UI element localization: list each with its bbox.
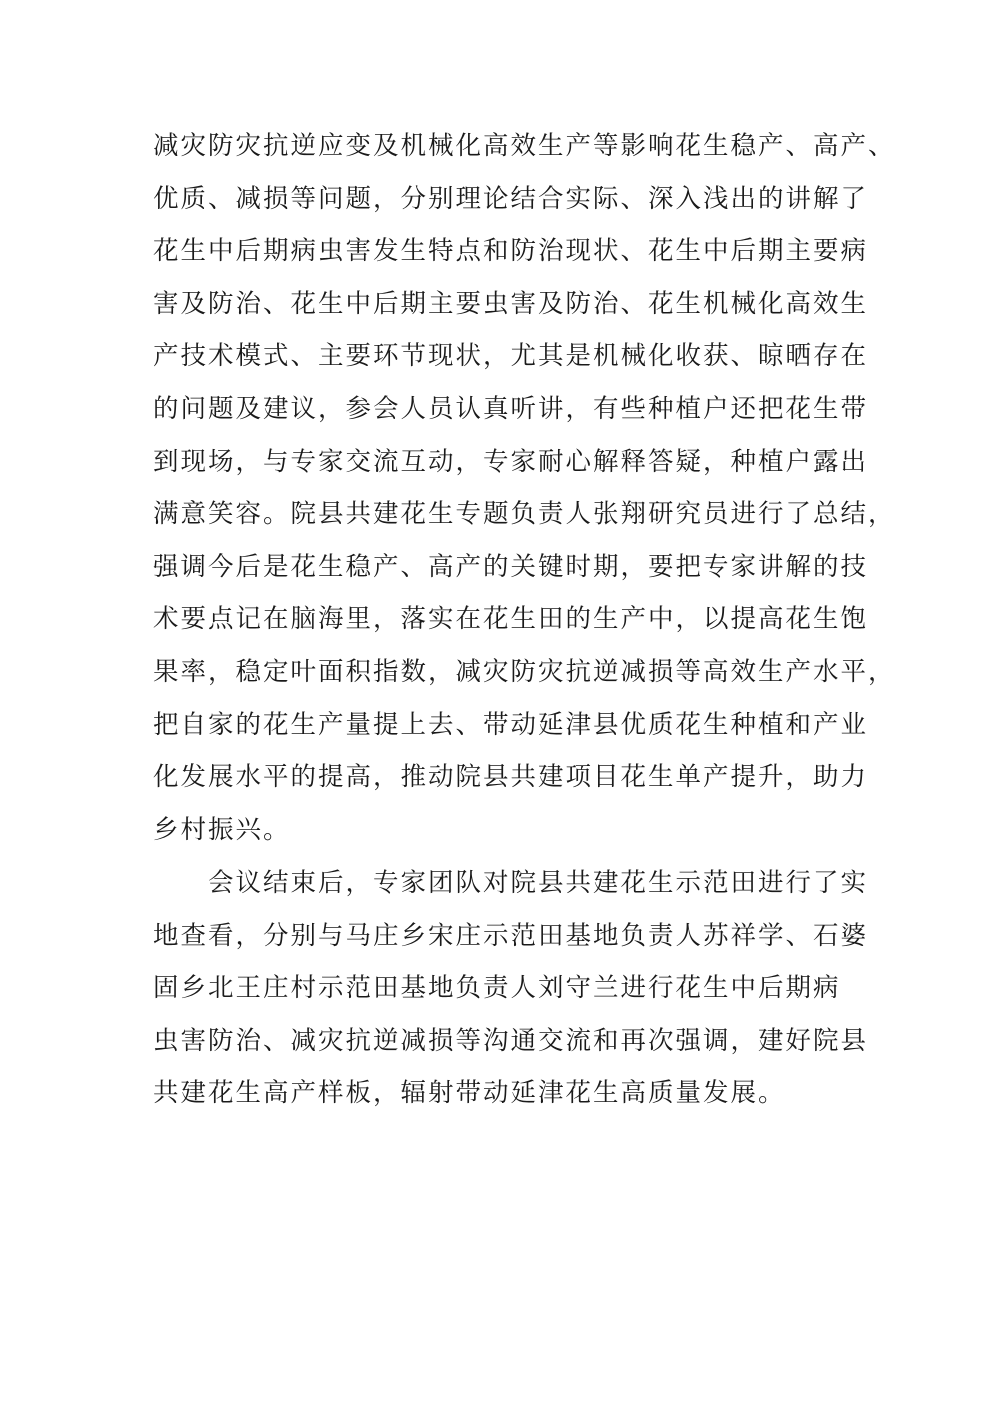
text-line: 优质、减损等问题，分别理论结合实际、深入浅出的讲解了 bbox=[153, 183, 869, 214]
text-line: 到现场，与专家交流互动，专家耐心解释答疑，种植户露出 bbox=[153, 446, 869, 477]
text-line: 地查看，分别与马庄乡宋庄示范田基地负责人苏祥学、石婆 bbox=[153, 920, 869, 951]
text-line: 会议结束后，专家团队对院县共建花生示范田进行了实 bbox=[153, 868, 869, 898]
text-line: 减灾防灾抗逆应变及机械化高效生产等影响花生稳产、高产、 bbox=[153, 131, 896, 161]
text-line: 术要点记在脑海里，落实在花生田的生产中，以提高花生饱 bbox=[153, 604, 869, 635]
text-line: 的问题及建议，参会人员认真听讲，有些种植户还把花生带 bbox=[153, 393, 869, 424]
text-line: 强调今后是花生稳产、高产的关键时期，要把专家讲解的技 bbox=[153, 551, 869, 582]
text-line: 害及防治、花生中后期主要虫害及防治、花生机械化高效生 bbox=[153, 288, 869, 319]
text-line: 乡村振兴。 bbox=[153, 814, 291, 845]
paragraph-2 bbox=[153, 857, 873, 1120]
text-line: 虫害防治、减灾抗逆减损等沟通交流和再次强调，建好院县 bbox=[153, 1025, 869, 1056]
text-line: 花生中后期病虫害发生特点和防治现状、花生中后期主要病 bbox=[153, 236, 869, 267]
text-line: 共建花生高产样板，辐射带动延津花生高质量发展。 bbox=[153, 1078, 786, 1109]
paragraph-1 bbox=[153, 120, 896, 856]
text-line: 化发展水平的提高，推动院县共建项目花生单产提升，助力 bbox=[153, 762, 869, 793]
text-line: 固乡北王庄村示范田基地负责人刘守兰进行花生中后期病 bbox=[153, 973, 841, 1004]
text-line: 产技术模式、主要环节现状，尤其是机械化收获、晾晒存在 bbox=[153, 341, 869, 372]
text-line: 果率，稳定叶面积指数，减灾防灾抗逆减损等高效生产水平， bbox=[153, 656, 896, 687]
text-line: 满意笑容。院县共建花生专题负责人张翔研究员进行了总结， bbox=[153, 499, 896, 530]
text-line: 把自家的花生产量提上去、带动延津县优质花生种植和产业 bbox=[153, 709, 869, 740]
